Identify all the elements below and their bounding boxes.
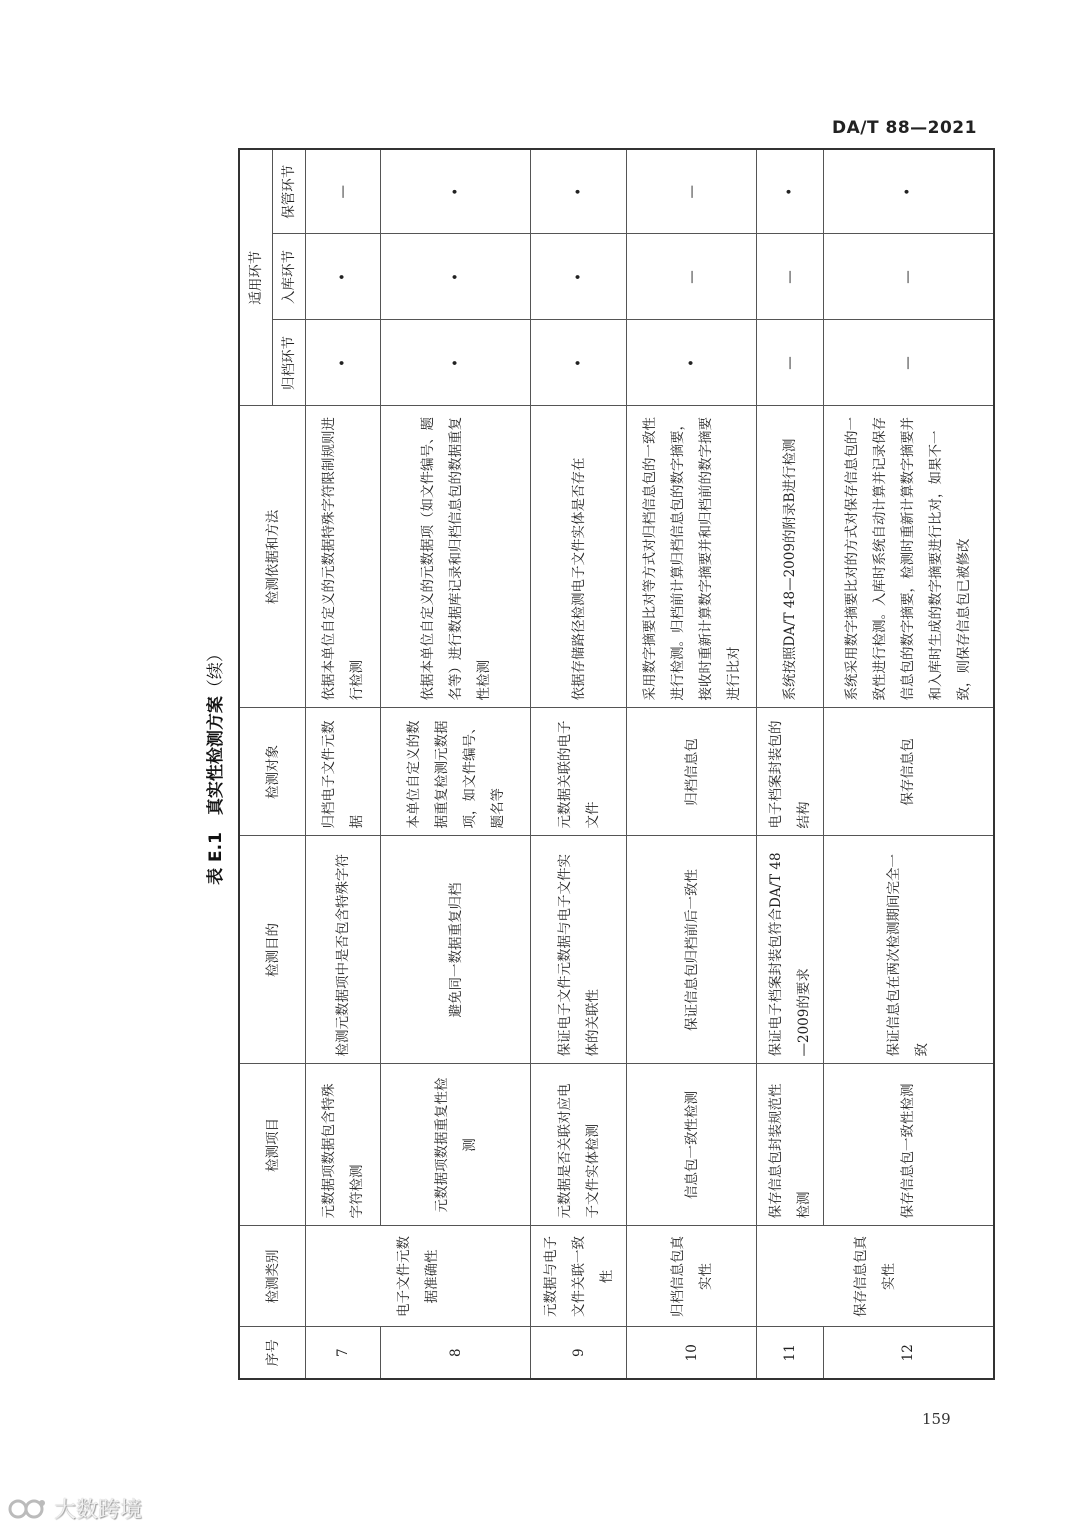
category-cell: 元数据与电子文件关联一致性	[531, 1226, 627, 1327]
table-row	[381, 149, 531, 1379]
col-stage-group: 适用环节	[239, 149, 273, 406]
header-row-1	[239, 149, 273, 1379]
seq-cell: 9	[531, 1327, 627, 1379]
object-cell: 保存信息包	[824, 708, 994, 836]
col-purpose: 检测目的	[239, 836, 306, 1064]
seq-cell: 8	[381, 1327, 531, 1379]
item-cell: 保存信息包封装规范性检测	[757, 1064, 824, 1226]
storage-mark: —	[824, 234, 994, 320]
archive-mark: •	[531, 320, 627, 406]
col-object: 检测对象	[239, 708, 306, 836]
storage-mark: —	[627, 234, 757, 320]
storage-mark: •	[381, 234, 531, 320]
preserve-mark: —	[306, 149, 381, 234]
seq-cell: 7	[306, 1327, 381, 1379]
method-cell: 依据本单位自定义的元数据特殊字符限制规则进行检测	[306, 406, 381, 708]
col-seq: 序号	[239, 1327, 306, 1379]
item-cell: 保存信息包一致性检测	[824, 1064, 994, 1226]
table-title-suffix: （续）	[206, 645, 226, 697]
object-cell: 归档电子文件元数据	[306, 708, 381, 836]
method-cell: 依据本单位自定义的元数据项（如文件编号、题名等）进行数据库记录和归档信息包的数据重复性检测	[381, 406, 531, 708]
object-cell: 本单位自定义的数据重复检测元数据项，如文件编号、题名等	[381, 708, 531, 836]
col-item: 检测项目	[239, 1064, 306, 1226]
purpose-cell: 避免同一数据重复归档	[381, 836, 531, 1064]
category-cell: 归档信息包真实性	[627, 1226, 757, 1327]
object-cell: 元数据关联的电子文件	[531, 708, 627, 836]
category-cell: 保存信息包真实性	[757, 1226, 994, 1327]
authenticity-test-table	[238, 148, 995, 1380]
archive-mark: •	[381, 320, 531, 406]
archive-mark: •	[306, 320, 381, 406]
col-stage-storage: 入库环节	[273, 234, 306, 320]
col-method: 检测依据和方法	[239, 406, 306, 708]
table-title	[194, 150, 238, 1380]
col-category: 检测类别	[239, 1226, 306, 1327]
method-cell: 系统采用数字摘要比对的方式对保存信息包的一致性进行检测。入库时系统自动计算并记录保存信息包的数字摘要，检测时重新计算数字摘要并和入库时生成的数字摘要进行比对，如果不一致，则保存信息包已被修改	[824, 406, 994, 708]
table-row	[306, 149, 381, 1379]
preserve-mark: •	[531, 149, 627, 234]
col-stage-preserve: 保管环节	[273, 149, 306, 234]
seq-cell: 11	[757, 1327, 824, 1379]
rotated-table-frame	[194, 150, 1002, 1380]
watermark	[8, 1493, 142, 1524]
seq-cell: 12	[824, 1327, 994, 1379]
table-row	[824, 149, 994, 1379]
purpose-cell: 保证电子档案封装包符合DA/T 48—2009的要求	[757, 836, 824, 1064]
archive-mark: —	[824, 320, 994, 406]
purpose-cell: 保证电子文件元数据与电子文件实体的关联性	[531, 836, 627, 1064]
preserve-mark: •	[757, 149, 824, 234]
storage-mark: —	[757, 234, 824, 320]
standard-code: DA/T 88—2021	[832, 118, 977, 138]
method-cell: 系统按照DA/T 48—2009的附录B进行检测	[757, 406, 824, 708]
item-cell: 元数据项数据包含特殊字符检测	[306, 1064, 381, 1226]
col-stage-archive: 归档环节	[273, 320, 306, 406]
item-cell: 信息包一致性检测	[627, 1064, 757, 1226]
purpose-cell: 保证信息包归档前后一致性	[627, 836, 757, 1064]
table-row	[531, 149, 627, 1379]
object-cell: 电子档案封装包的结构	[757, 708, 824, 836]
preserve-mark: •	[824, 149, 994, 234]
page-number: 159	[922, 1410, 951, 1428]
item-cell: 元数据是否关联对应电子文件实体检测	[531, 1064, 627, 1226]
archive-mark: •	[627, 320, 757, 406]
object-cell: 归档信息包	[627, 708, 757, 836]
storage-mark: •	[306, 234, 381, 320]
table-row	[627, 149, 757, 1379]
method-cell: 采用数字摘要比对等方式对归档信息包的一致性进行检测。归档前计算归档信息包的数字摘要，接收时重新计算数字摘要并和归档前的数字摘要进行比对	[627, 406, 757, 708]
category-cell: 电子文件元数据准确性	[306, 1226, 531, 1327]
preserve-mark: —	[627, 149, 757, 234]
watermark-text: 大数跨境	[54, 1498, 143, 1523]
item-cell: 元数据项数据重复性检测	[381, 1064, 531, 1226]
preserve-mark: •	[381, 149, 531, 234]
purpose-cell: 保证信息包在两次检测期间完全一致	[824, 836, 994, 1064]
archive-mark: —	[757, 320, 824, 406]
storage-mark: •	[531, 234, 627, 320]
watermark-logo-icon	[8, 1497, 50, 1521]
method-cell: 依据存储路径检测电子文件实体是否存在	[531, 406, 627, 708]
purpose-cell: 检测元数据项中是否包含特殊字符	[306, 836, 381, 1064]
table-title-text: 表 E.1 真实性检测方案	[206, 696, 226, 885]
seq-cell: 10	[627, 1327, 757, 1379]
table-row	[757, 149, 824, 1379]
